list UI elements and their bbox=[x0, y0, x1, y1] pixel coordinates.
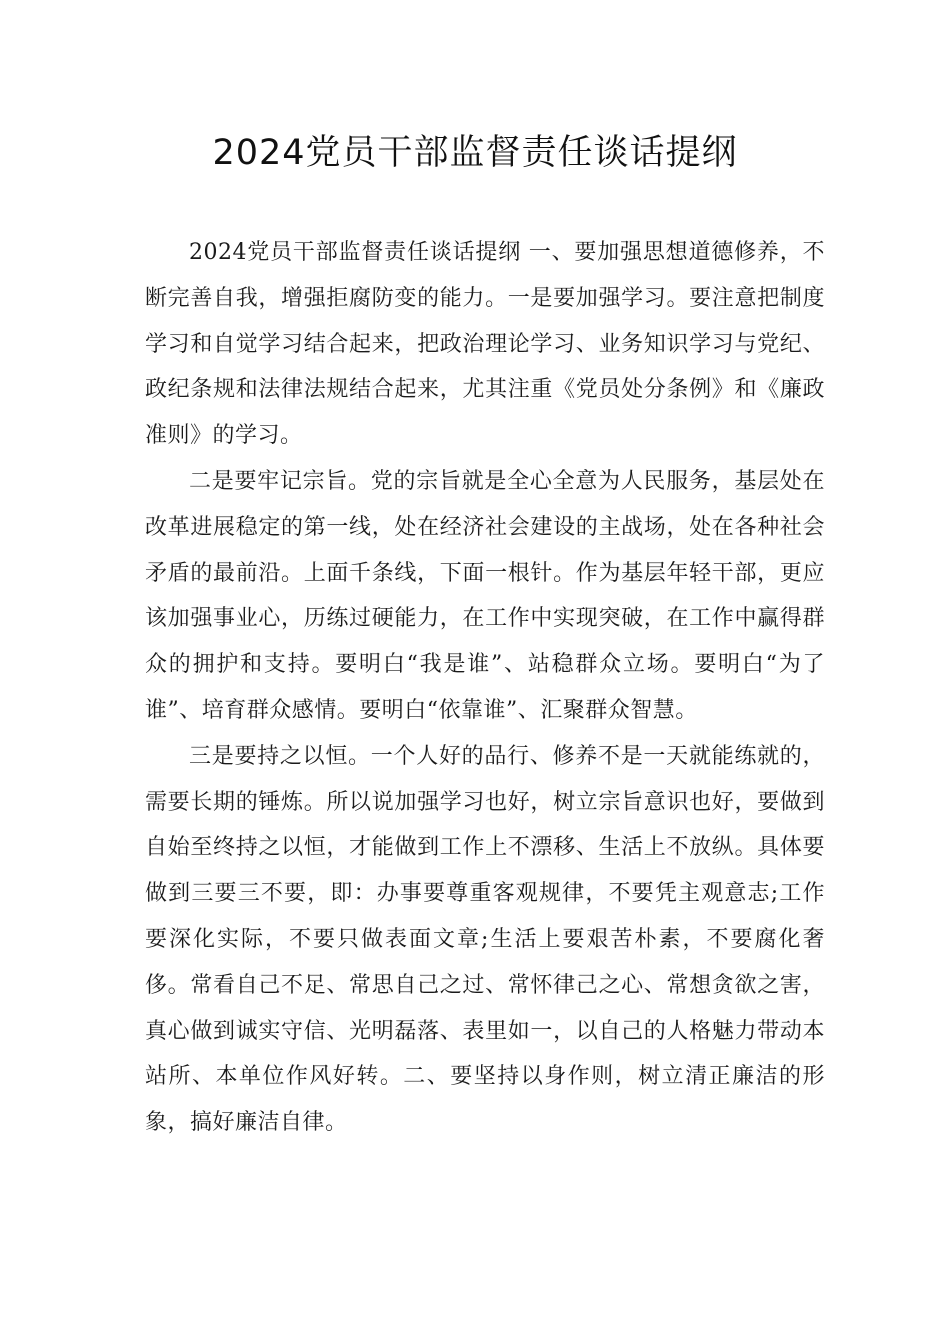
paragraph-3: 三是要持之以恒。一个人好的品行、修养不是一天就能练就的，需要长期的锤炼。所以说加强学习也好，树立宗旨意识也好，要做到自始至终持之以恒，才能做到工作上不漂移、生活上不放纵。具体要做到三要三不要，即：办事要尊重客观规律，不要凭主观意志;工作要深化实际，不要只做表面文章;生活上要艰苦朴素，不要腐化奢侈。常看自己不足、常思自己之过、常怀律己之心、常想贪欲之害，真心做到诚实守信、光明磊落、表里如一，以自己的人格魅力带动本站所、本单位作风好转。二、要坚持以身作则，树立清正廉洁的形象，搞好廉洁自律。 bbox=[145, 743, 825, 1136]
paragraph-1: 2024党员干部监督责任谈话提纲 一、要加强思想道德修养，不断完善自我，增强拒腐防变的能力。一是要加强学习。要注意把制度学习和自觉学习结合起来，把政治理论学习、业务知识学习与党纪、政纪条规和法律法规结合起来，尤其注重《党员处分条例》和《廉政准则》的学习。 bbox=[145, 240, 825, 449]
paragraph-2: 二是要牢记宗旨。党的宗旨就是全心全意为人民服务，基层处在改革进展稳定的第一线，处在经济社会建设的主战场，处在各种社会矛盾的最前沿。上面千条线，下面一根针。作为基层年轻干部，更应该加强事业心，历练过硬能力，在工作中实现突破，在工作中赢得群众的拥护和支持。要明白“我是谁”、站稳群众立场。要明白“为了谁”、培育群众感情。要明白“依靠谁”、汇聚群众智慧。 bbox=[145, 468, 825, 723]
document-title: 2024党员干部监督责任谈话提纲 bbox=[212, 133, 738, 173]
document-body bbox=[145, 230, 825, 1146]
